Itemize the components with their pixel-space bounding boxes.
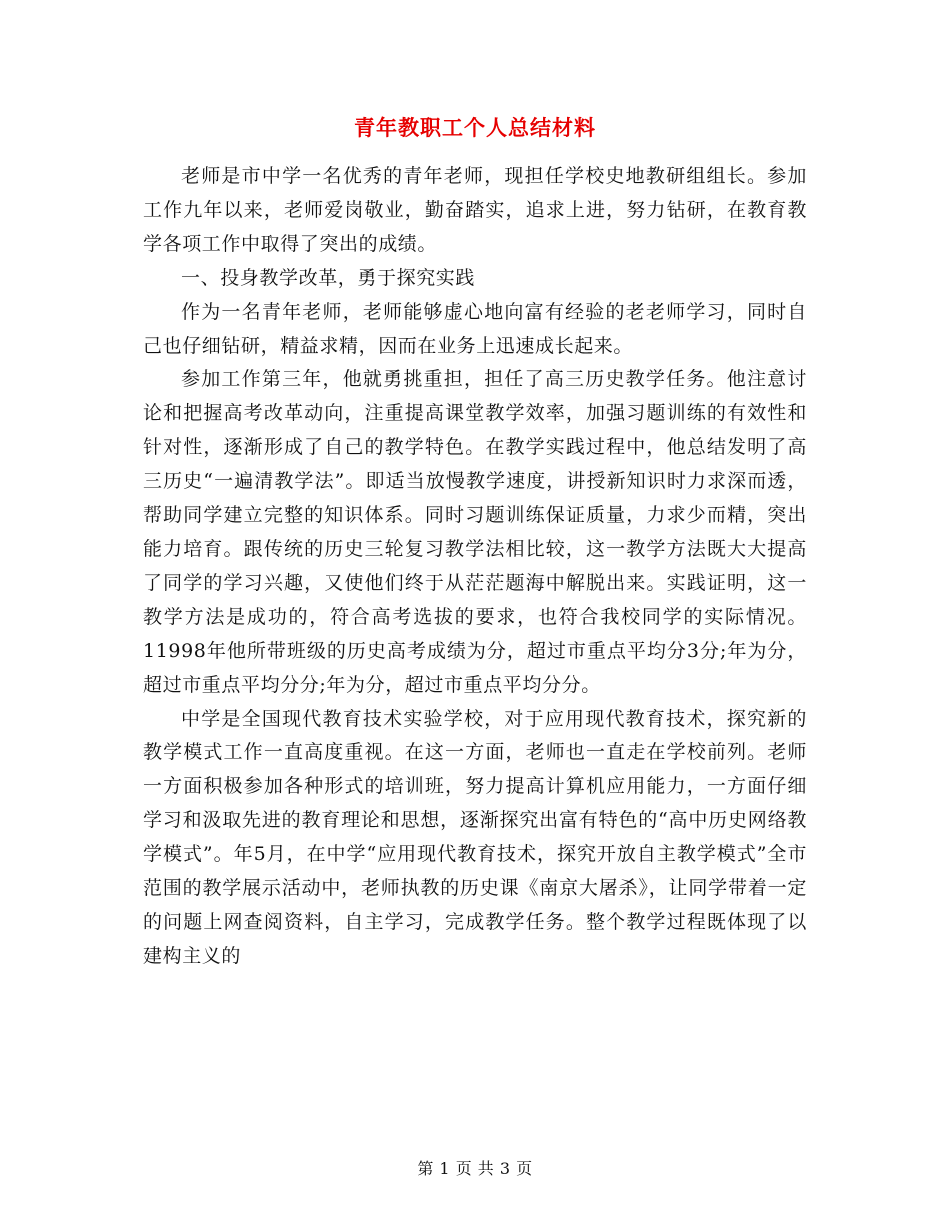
paragraph-teaching-method: 参加工作第三年，他就勇挑重担，担任了高三历史教学任务。他注意讨论和把握高考改革动向，注重提高课堂教学效率，加强习题训练的有效性和针对性，逐渐形成了自己的教学特色。在教学实践过程中，他总结发明了高三历史“一遍清教学法”。即适当放慢教学速度，讲授新知识时力求深而透，帮助同学建立完整的知识体系。同时习题训练保证质量，力求少而精，突出能力培育。跟传统的历史三轮复习教学法相比较，这一教学方法既大大提高了同学的学习兴趣，又使他们终于从茫茫题海中解脱出来。实践证明，这一教学方法是成功的，符合高考选拔的要求，也符合我校同学的实际情况。11998年他所带班级的历史高考成绩为分，超过市重点平均分3分;年为分，超过市重点平均分分;年为分，超过市重点平均分分。: [143, 368, 807, 696]
section-heading-1: 一、投身教学改革，勇于探究实践: [181, 266, 476, 289]
footer-prefix: 第: [417, 1159, 434, 1178]
paragraph-education-technology: 中学是全国现代教育技术实验学校，对于应用现代教育技术，探究新的教学模式工作一直高度重视。在这一方面，老师也一直走在学校前列。老师一方面积极参加各种形式的培训班，努力提高计算机应用能力，一方面仔细学习和汲取先进的教育理论和思想，逐渐探究出富有特色的“高中历史网络教学模式”。年5月，在中学“应用现代教育技术，探究开放自主教学模式”全市范围的教学展示活动中，老师执教的历史课《南京大屠杀》，让同学带着一定的问题上网查阅资料，自主学习，完成教学任务。整个教学过程既体现了以建构主义的: [143, 707, 807, 967]
document-title: 青年教职工个人总结材料: [354, 115, 596, 140]
paragraph-learning: 作为一名青年老师，老师能够虚心地向富有经验的老老师学习，同时自己也仔细钻研，精益求精，因而在业务上迅速成长起来。: [143, 300, 807, 357]
document-body: [143, 160, 807, 974]
paragraph-intro: 老师是市中学一名优秀的青年老师，现担任学校史地教研组组长。参加工作九年以来，老师爱岗敬业，勤奋踏实，追求上进，努力钻研，在教育教学各项工作中取得了突出的成绩。: [143, 165, 807, 255]
footer-total-pages: 3: [499, 1159, 511, 1178]
footer-middle: 页 共: [455, 1159, 495, 1178]
footer-page-number: 1: [439, 1159, 451, 1178]
page-footer: [0, 1156, 950, 1179]
footer-suffix: 页: [516, 1159, 533, 1178]
